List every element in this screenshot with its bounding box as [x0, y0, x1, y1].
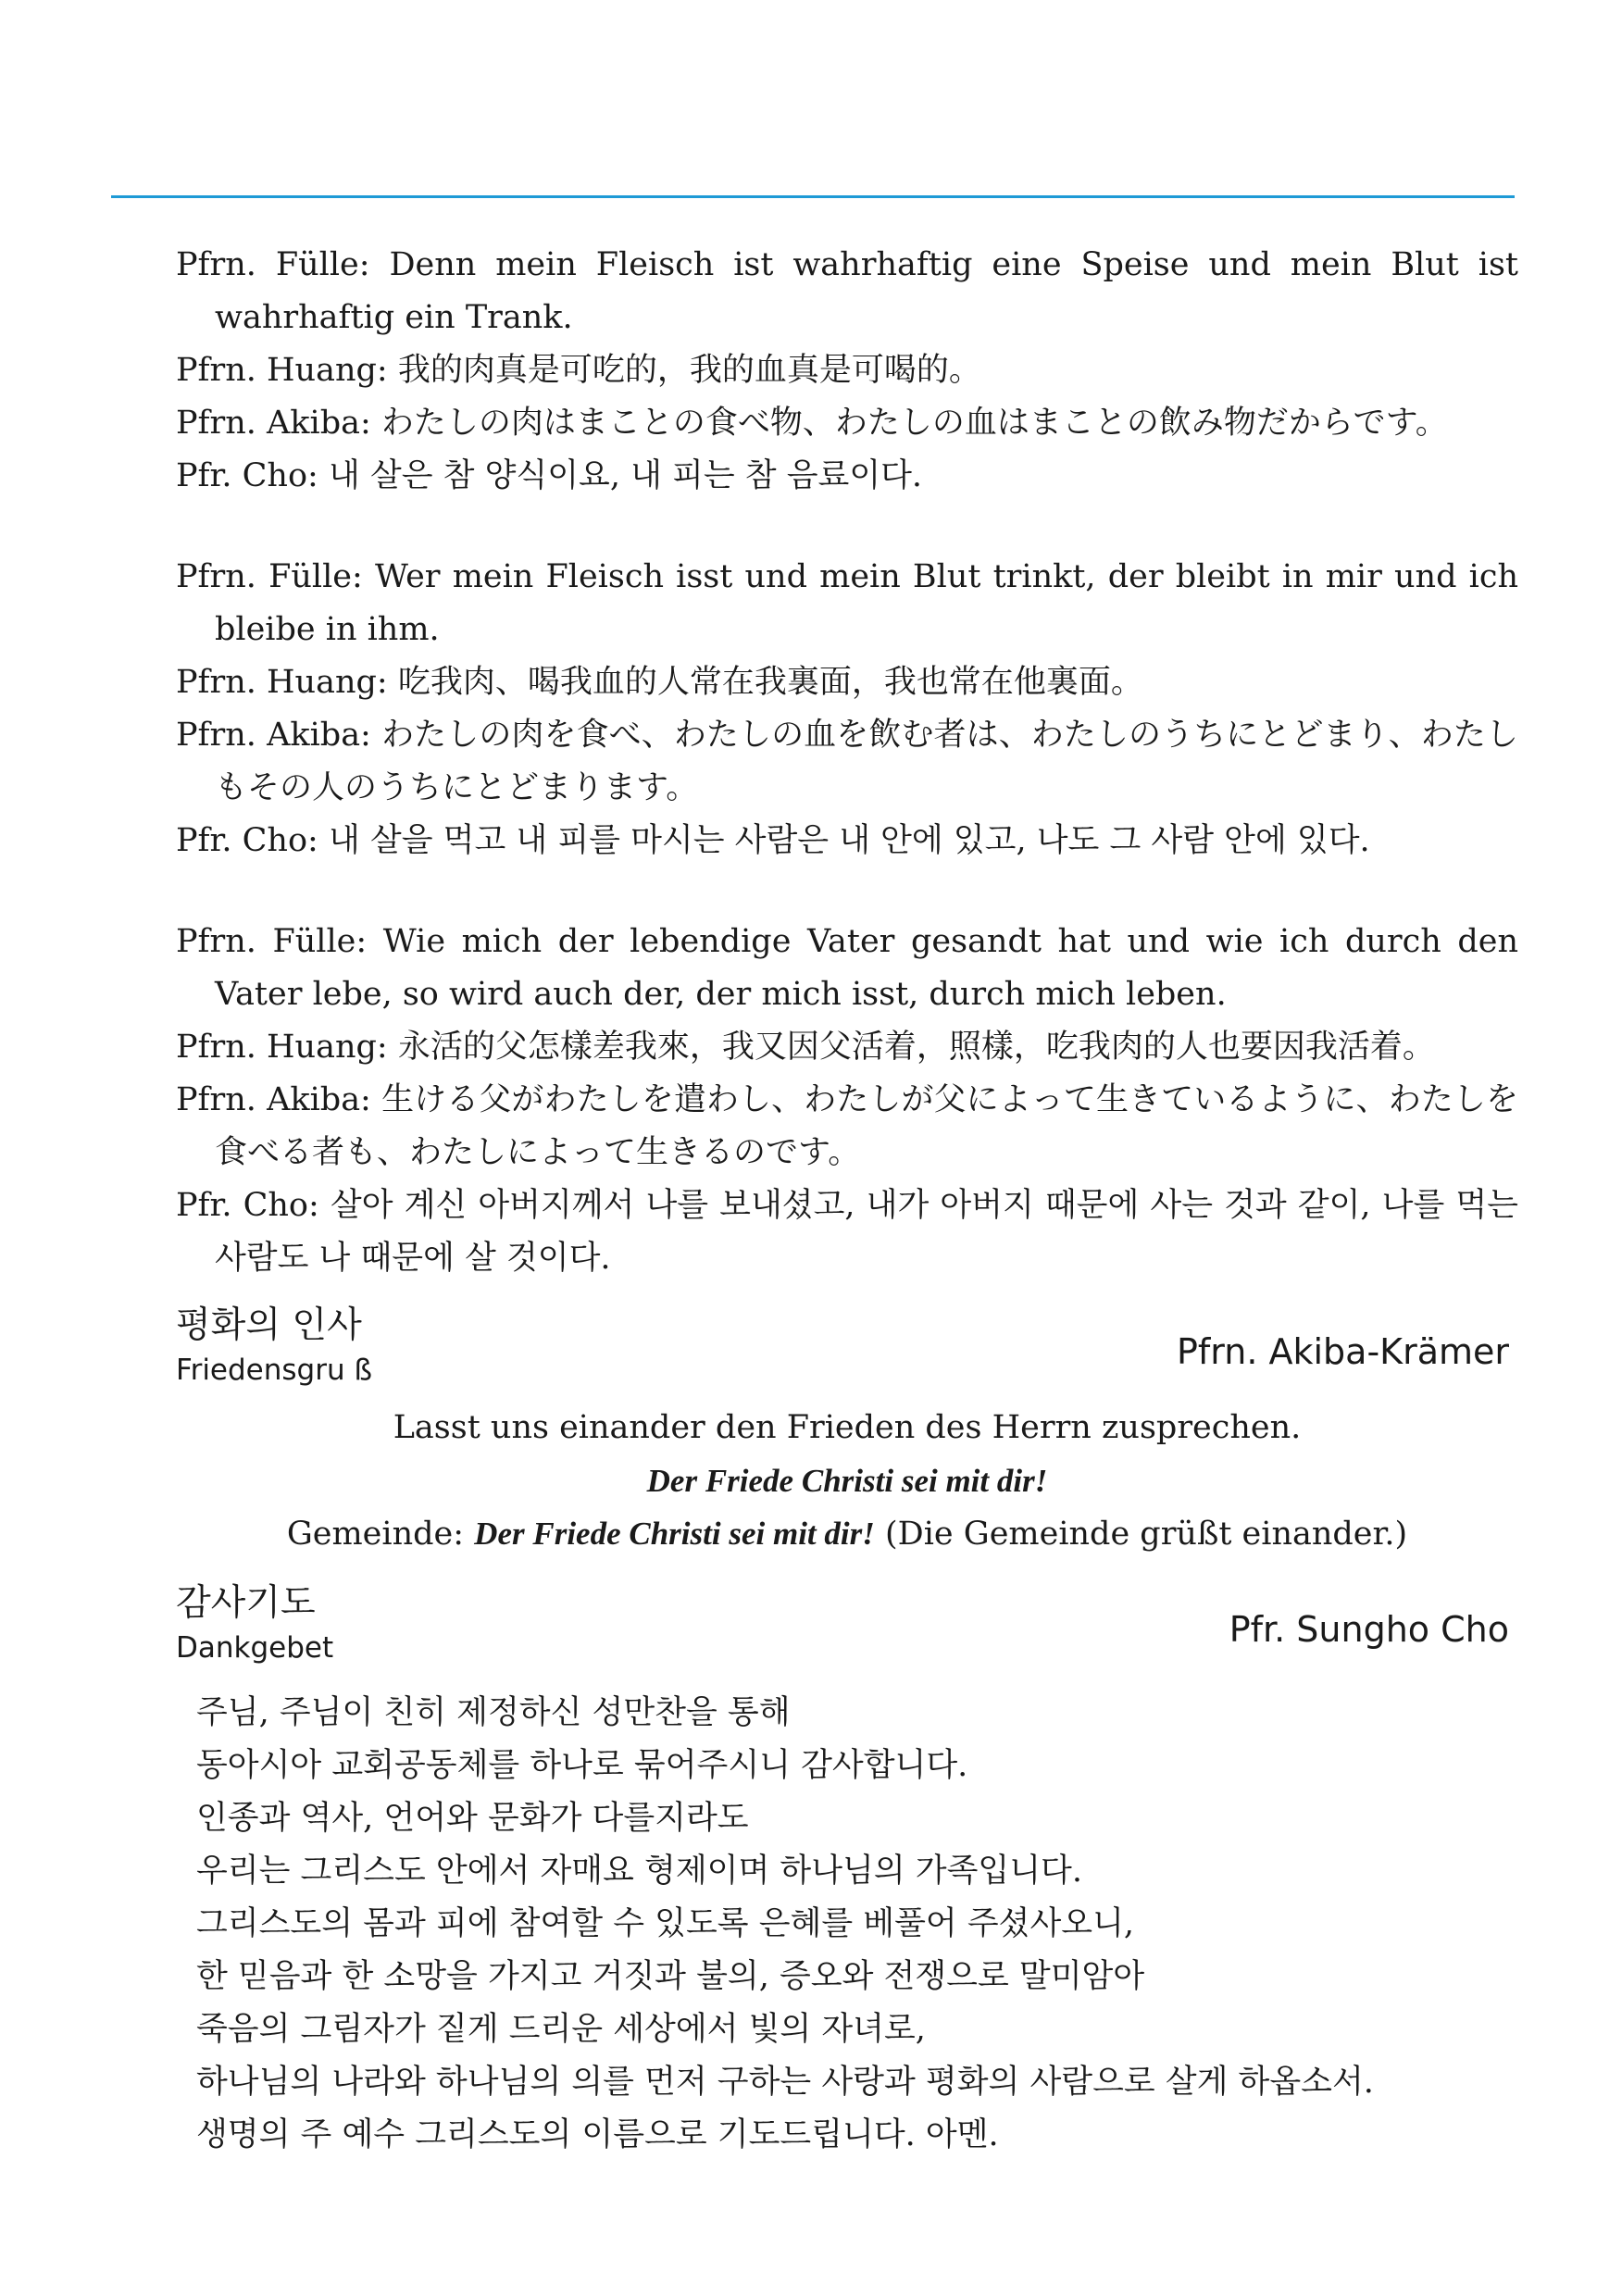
reading-text: わたしの肉を食べ、わたしの血を飲む者は、わたしのうちにとどまり、わたしもその人のうちにとどまります。 — [215, 717, 1518, 806]
speaker-label: Pfr. Cho: — [176, 457, 318, 494]
speaker-label: Pfrn. Akiba: — [176, 717, 371, 754]
section-title: 평화의 인사 — [176, 1304, 362, 1346]
peace-section-header — [176, 1304, 1518, 1396]
page-content — [176, 239, 1518, 2162]
prayer-line: 그리스도의 몸과 피에 참여할 수 있도록 은혜를 베풀어 주셨사오니, — [196, 1905, 1135, 1942]
reading-line — [176, 1021, 1518, 1074]
reading-line — [176, 815, 1518, 867]
peace-section-body — [176, 1402, 1518, 1561]
congregation-label: Gemeinde: — [286, 1516, 465, 1553]
prayer-line: 동아시아 교회공동체를 하나로 묶어주시니 감사합니다. — [196, 1747, 968, 1784]
speaker-label: Pfrn. Huang: — [176, 1029, 388, 1066]
congregation-response: Der Friede Christi sei mit dir! — [474, 1516, 875, 1552]
prayer-line: 인종과 역사, 언어와 문화가 다를지라도 — [196, 1800, 749, 1837]
reading-text: Wie mich der lebendige Vater gesandt hat und wie ich durch den Vater lebe, so wird auch der, der mich isst, durch mich leben. — [215, 923, 1519, 1013]
reading-text: わたしの肉はまことの食べ物、わたしの血はまことの飲み物だからです。 — [381, 405, 1448, 442]
speaker-label: Pfrn. Fülle: — [176, 246, 370, 283]
reading-block-1 — [176, 239, 1518, 503]
reading-line — [176, 551, 1518, 656]
reading-text: 내 살은 참 양식이요, 내 피는 참 음료이다. — [328, 457, 923, 494]
section-subtitle: Friedensgru ß — [176, 1354, 373, 1387]
section-subtitle: Dankgebet — [176, 1631, 334, 1665]
prayer-line: 하나님의 나라와 하나님의 의를 먼저 구하는 사랑과 평화의 사람으로 살게 하옵소서. — [196, 2064, 1374, 2101]
reading-block-2 — [176, 551, 1518, 867]
reading-text: 我的肉真是可吃的，我的血真是可喝的。 — [397, 352, 981, 389]
section-leader: Pfrn. Akiba-Krämer — [1176, 1331, 1509, 1372]
reading-line — [176, 1074, 1518, 1179]
reading-text: 살아 계신 아버지께서 나를 보내셨고, 내가 아버지 때문에 사는 것과 같이, 나를 먹는 사람도 나 때문에 살 것이다. — [215, 1187, 1518, 1277]
thanks-section-header — [176, 1581, 1518, 1674]
speaker-label: Pfrn. Fülle: — [176, 558, 363, 595]
speaker-label: Pfrn. Akiba: — [176, 405, 371, 442]
peace-greeting: Der Friede Christi sei mit dir! — [646, 1463, 1048, 1499]
congregation-note: (Die Gemeinde grüßt einander.) — [885, 1516, 1408, 1553]
reading-text: 生ける父がわたしを遣わし、わたしが父によって生きているように、わたしを食べる者も、わたしによって生きるのです。 — [215, 1081, 1518, 1171]
reading-line — [176, 239, 1518, 344]
reading-block-3 — [176, 916, 1518, 1285]
speaker-label: Pfrn. Fülle: — [176, 923, 368, 960]
prayer-line: 생명의 주 예수 그리스도의 이름으로 기도드립니다. 아멘. — [196, 2116, 999, 2153]
prayer-text — [176, 1687, 1518, 2162]
speaker-label: Pfrn. Huang: — [176, 664, 388, 701]
reading-text: 내 살을 먹고 내 피를 마시는 사람은 내 안에 있고, 나도 그 사람 안에 있다. — [328, 822, 1370, 859]
reading-text: 永活的父怎樣差我來，我又因父活着，照樣，吃我肉的人也要因我活着。 — [397, 1029, 1435, 1066]
prayer-line: 우리는 그리스도 안에서 자매요 형제이며 하나님의 가족입니다. — [196, 1853, 1082, 1890]
reading-line — [176, 656, 1518, 709]
speaker-label: Pfr. Cho: — [176, 822, 318, 859]
prayer-line: 한 믿음과 한 소망을 가지고 거짓과 불의, 증오와 전쟁으로 말미암아 — [196, 1958, 1145, 1995]
peace-invitation: Lasst uns einander den Frieden des Herrn zusprechen. — [393, 1409, 1302, 1446]
reading-text: 吃我肉、喝我血的人常在我裏面，我也常在他裏面。 — [397, 664, 1143, 701]
speaker-label: Pfrn. Huang: — [176, 352, 388, 389]
reading-line — [176, 709, 1518, 815]
reading-line — [176, 1179, 1518, 1285]
reading-line — [176, 916, 1518, 1021]
reading-line — [176, 397, 1518, 450]
prayer-line: 주님, 주님이 친히 제정하신 성만찬을 통해 — [196, 1694, 791, 1731]
speaker-label: Pfr. Cho: — [176, 1187, 319, 1224]
prayer-line: 죽음의 그림자가 짙게 드리운 세상에서 빛의 자녀로, — [196, 2011, 926, 2048]
header-rule — [111, 195, 1515, 198]
reading-line — [176, 450, 1518, 503]
congregation-response-line — [176, 1507, 1518, 1561]
section-leader: Pfr. Sungho Cho — [1229, 1609, 1509, 1650]
reading-line — [176, 344, 1518, 397]
reading-text: Wer mein Fleisch isst und mein Blut trinkt, der bleibt in mir und ich bleibe in ihm. — [215, 558, 1519, 648]
section-title: 감사기도 — [176, 1582, 316, 1624]
speaker-label: Pfrn. Akiba: — [176, 1081, 371, 1118]
reading-text: Denn mein Fleisch ist wahrhaftig eine Speise und mein Blut ist wahrhaftig ein Trank. — [215, 246, 1518, 336]
